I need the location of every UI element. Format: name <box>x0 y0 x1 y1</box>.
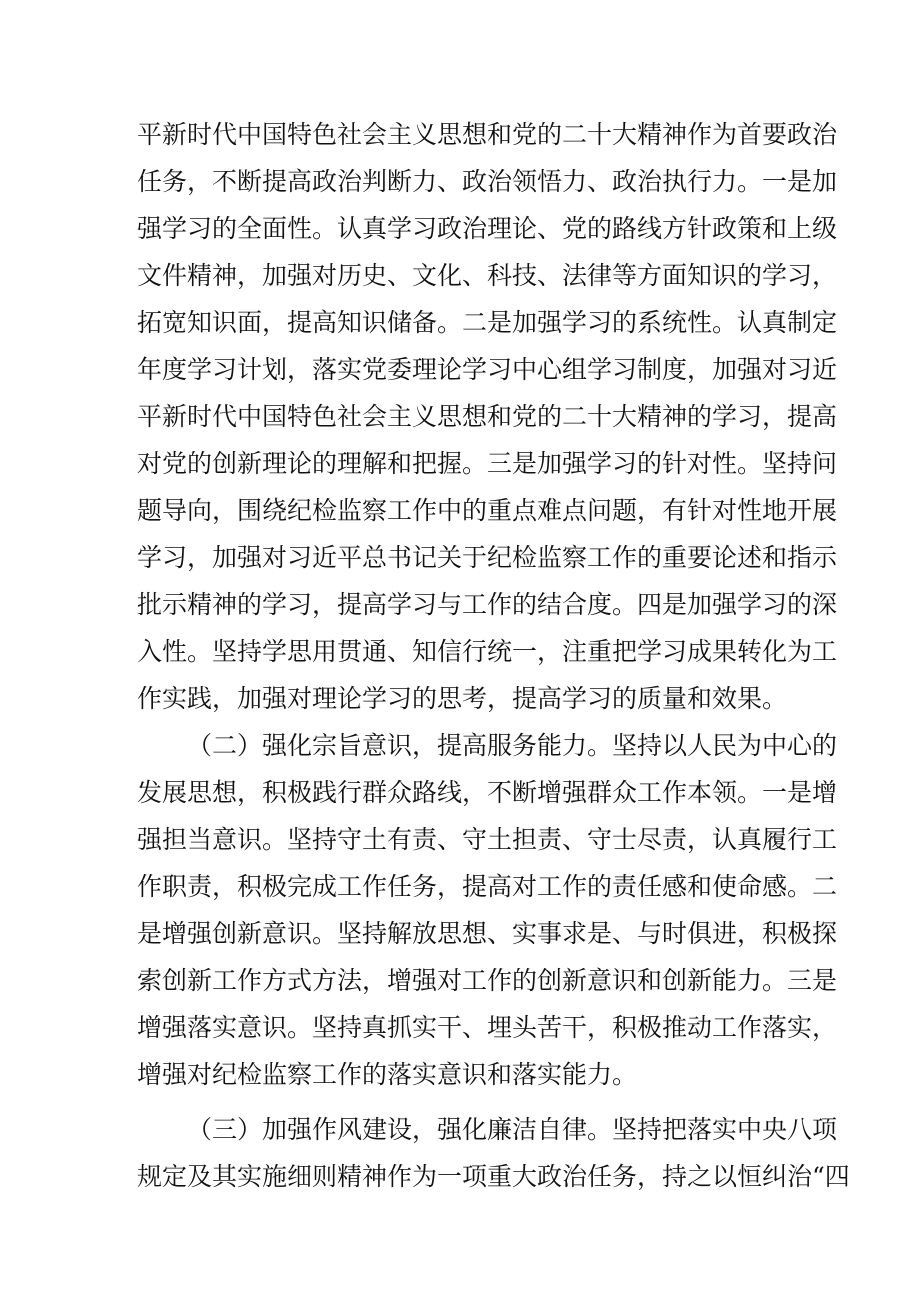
text-line: 是增强创新意识。坚持解放思想、实事求是、与时俱进，积极探 <box>137 919 838 948</box>
text-line: 作职责，积极完成工作任务，提高对工作的责任感和使命感。二 <box>137 872 838 901</box>
text-line: 平新时代中国特色社会主义思想和党的二十大精神作为首要政治 <box>137 120 838 149</box>
text-line: 强学习的全面性。认真学习政治理论、党的路线方针政策和上级 <box>137 214 838 243</box>
text-line: 作实践，加强对理论学习的思考，提高学习的质量和效果。 <box>137 684 788 713</box>
text-line: 入性。坚持学思用贯通、知信行统一，注重把学习成果转化为工 <box>137 637 838 666</box>
section-heading-line: （二）强化宗旨意识，提高服务能力。坚持以人民为中心的 <box>187 731 838 760</box>
text-line: 年度学习计划，落实党委理论学习中心组学习制度，加强对习近 <box>137 355 838 384</box>
text-line: 索创新工作方式方法，增强对工作的创新意识和创新能力。三是 <box>137 966 838 995</box>
text-line: 规定及其实施细则精神作为一项重大政治任务，持之以恒纠治“四 <box>137 1162 850 1191</box>
text-line: 学习，加强对习近平总书记关于纪检监察工作的重要论述和指示 <box>137 543 838 572</box>
text-line: 平新时代中国特色社会主义思想和党的二十大精神的学习，提高 <box>137 402 838 431</box>
text-line: 增强对纪检监察工作的落实意识和落实能力。 <box>137 1060 638 1089</box>
section-heading-line: （三）加强作风建设，强化廉洁自律。坚持把落实中央八项 <box>187 1115 838 1144</box>
text-line: 批示精神的学习，提高学习与工作的结合度。四是加强学习的深 <box>137 590 838 619</box>
text-line: 增强落实意识。坚持真抓实干、埋头苦干，积极推动工作落实， <box>137 1013 838 1042</box>
text-line: 发展思想，积极践行群众路线，不断增强群众工作本领。一是增 <box>137 778 838 807</box>
text-line: 对党的创新理论的理解和把握。三是加强学习的针对性。坚持问 <box>137 449 838 478</box>
text-line: 题导向，围绕纪检监察工作中的重点难点问题，有针对性地开展 <box>137 496 838 525</box>
text-line: 文件精神，加强对历史、文化、科技、法律等方面知识的学习， <box>137 261 838 290</box>
text-line: 任务，不断提高政治判断力、政治领悟力、政治执行力。一是加 <box>137 167 838 196</box>
text-line: 强担当意识。坚持守土有责、守土担责、守士尽责，认真履行工 <box>137 825 838 854</box>
text-line: 拓宽知识面，提高知识储备。二是加强学习的系统性。认真制定 <box>137 308 838 337</box>
